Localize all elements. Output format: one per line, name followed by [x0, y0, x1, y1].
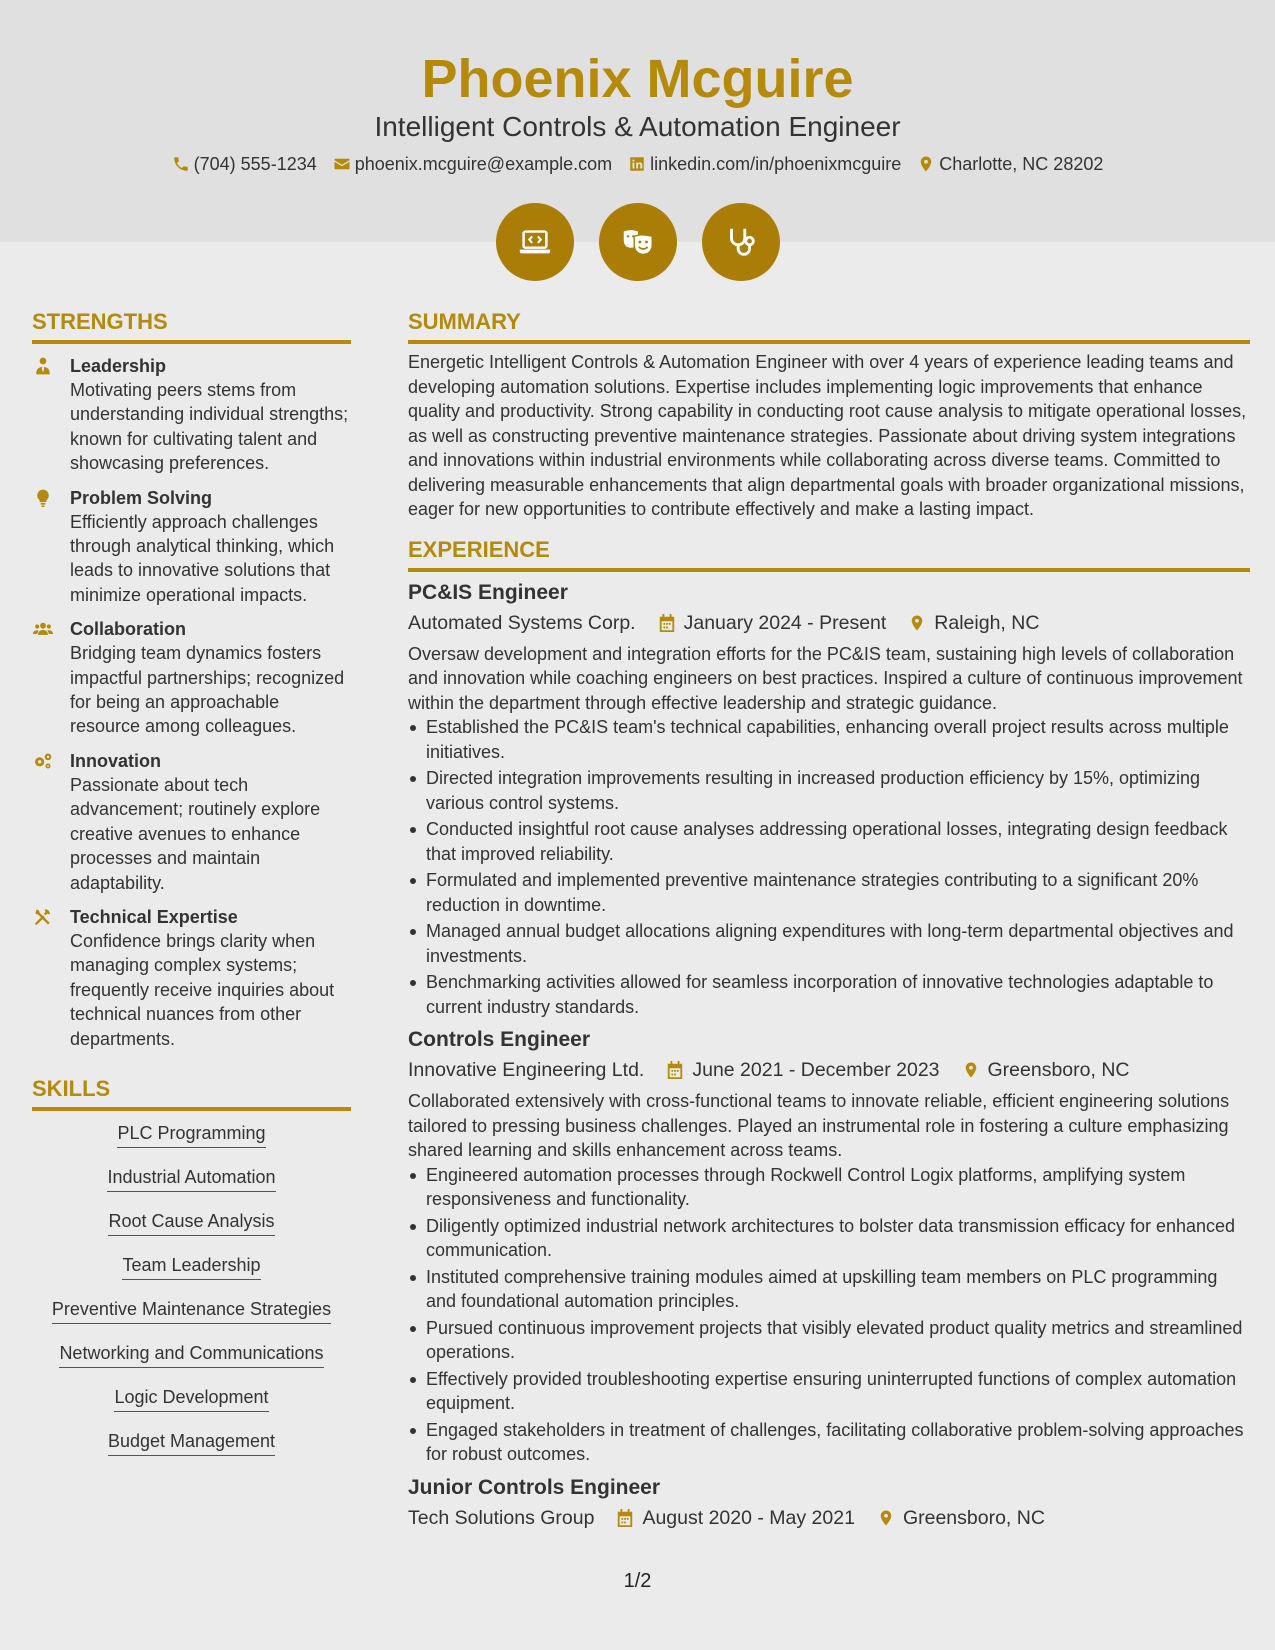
job-title: Controls Engineer: [408, 1028, 591, 1051]
job-bullets: [408, 715, 1250, 1019]
calendar-icon: [658, 613, 676, 633]
job-meta: [408, 1055, 1250, 1085]
contact-phone[interactable]: [172, 152, 317, 176]
calendar-icon: [616, 1508, 634, 1528]
linkedin-text: linkedin.com/in/phoenixmcguire: [650, 154, 902, 174]
cogs-icon: [32, 751, 54, 771]
summary-heading: SUMMARY: [408, 308, 1250, 344]
bullet-item: Pursued continuous improvement projects that visibly elevated product quality metrics and streamlined operations.: [408, 1316, 1250, 1365]
summary-text: Energetic Intelligent Controls & Automation Engineer with over 4 years of experience leading teams and developing automation solutions. Expertise includes implementing logic improvements that enhance quality and productivity. Strong capability in conducting root cause analysis to mitigate operational losses, as well as constructing preventive maintenance strategies. Passionate about driving system integrations and innovations within industrial environments while collaborating across diverse teams. Committed to delivering measurable enhancements that align departmental goals with broader organizational missions, eager for new opportunities to contribute effectively and make a lasting impact.: [408, 352, 1247, 519]
job-location: Greensboro, NC: [987, 1059, 1130, 1081]
candidate-name: Phoenix Mcguire: [421, 49, 854, 109]
bullet-item: Formulated and implemented preventive maintenance strategies contributing to a significant 20% reduction in downtime.: [408, 868, 1250, 917]
strength-title: Leadership: [70, 356, 167, 376]
job-location: Greensboro, NC: [902, 1506, 1045, 1529]
bullet-item: Engaged stakeholders in treatment of challenges, facilitating collaborative problem-solving approaches for robust outcomes.: [408, 1418, 1250, 1467]
experience-heading: EXPERIENCE: [408, 536, 1250, 572]
map-marker-icon: [908, 613, 926, 633]
contact-location: [917, 152, 1103, 176]
strength-item: [32, 749, 351, 895]
bullet-item: Diligently optimized industrial network architectures to bolster data transmission efficacy for enhanced communication.: [408, 1214, 1250, 1263]
job-entry: [408, 578, 1250, 1020]
strength-item: [32, 905, 351, 1051]
job-bullets: [408, 1163, 1250, 1467]
interest-circle-coding: [496, 203, 574, 281]
strength-desc: Efficiently approach challenges through analytical thinking, which leads to innovative solutions that minimize operational impacts.: [70, 511, 335, 605]
page-number: 1/2: [623, 1570, 652, 1592]
job-dates: January 2024 - Present: [683, 611, 887, 634]
strength-title: Technical Expertise: [70, 906, 238, 927]
interest-circle-medicine: [702, 203, 780, 281]
interest-circle-theater: [599, 203, 677, 281]
strength-desc: Confidence brings clarity when managing complex systems; frequently receive inquiries about technical nuances from other departments.: [70, 930, 335, 1049]
bullet-item: Benchmarking activities allowed for seamless incorporation of innovative technologies adaptable to current industry standards.: [408, 970, 1250, 1019]
skill-item: Team Leadership: [122, 1253, 260, 1280]
email-text: phoenix.mcguire@example.com: [354, 154, 613, 174]
job-company: Automated Systems Corp.: [408, 611, 636, 634]
strength-desc: Bridging team dynamics fosters impactful partnerships; recognized for being an approachable resource among colleagues.: [70, 643, 345, 737]
contact-bar: [0, 152, 1275, 176]
location-text: Charlotte, NC 28202: [939, 154, 1104, 174]
skill-item: Networking and Communications: [59, 1341, 323, 1368]
skill-item: Root Cause Analysis: [108, 1209, 274, 1236]
strength-item: [32, 354, 351, 476]
strength-item: [32, 617, 351, 739]
job-dates: June 2021 - December 2023: [692, 1059, 940, 1081]
bullet-item: Directed integration improvements resulting in increased production efficiency by 15%, optimizing various control systems.: [408, 766, 1250, 815]
linkedin-icon: [628, 155, 646, 173]
contact-linkedin[interactable]: [628, 152, 901, 176]
job-company: Tech Solutions Group: [408, 1506, 595, 1529]
bullet-item: Managed annual budget allocations aligning expenditures with long-term departmental objectives and investments.: [408, 919, 1250, 968]
bullet-item: Effectively provided troubleshooting expertise ensuring uninterrupted functions of complex automation equipment.: [408, 1367, 1250, 1416]
interest-icons: [0, 203, 1275, 281]
users-icon: [32, 619, 54, 639]
strength-title: Problem Solving: [70, 487, 213, 508]
bullet-item: Instituted comprehensive training modules aimed at upskilling team members on PLC programming and foundational automation principles.: [408, 1265, 1250, 1314]
skill-item: Preventive Maintenance Strategies: [52, 1297, 331, 1324]
tools-icon: [32, 907, 54, 927]
envelope-icon: [333, 155, 351, 173]
skill-item: Industrial Automation: [107, 1165, 275, 1192]
job-company: Innovative Engineering Ltd.: [408, 1059, 645, 1081]
map-marker-icon: [877, 1508, 895, 1528]
lightbulb-icon: [32, 488, 54, 508]
phone-text: (704) 555-1234: [193, 154, 317, 174]
skills-heading: SKILLS: [32, 1075, 351, 1111]
strength-item: [32, 486, 351, 608]
theater-masks-icon: [619, 223, 657, 261]
laptop-code-icon: [516, 223, 554, 261]
strength-desc: Motivating peers stems from understanding individual strengths; known for cultivating talent and showcasing preferences.: [70, 380, 349, 474]
user-tie-icon: [32, 356, 54, 376]
skill-item: Logic Development: [114, 1385, 268, 1412]
job-title: PC&IS Engineer: [408, 580, 568, 604]
strength-desc: Passionate about tech advancement; routinely explore creative avenues to enhance processes and maintain adaptability.: [70, 774, 321, 893]
left-column: [32, 308, 351, 1473]
job-description: Oversaw development and integration efforts for the PC&IS team, sustaining high levels of collaboration and innovation while coaching engineers on best practices. Inspired a culture of continuous improvement within the department through effective leadership and strategic guidance.: [408, 643, 1243, 713]
skills-list: [32, 1121, 351, 1473]
skill-item: PLC Programming: [117, 1121, 265, 1148]
stethoscope-icon: [722, 223, 760, 261]
strength-title: Collaboration: [70, 619, 186, 640]
job-dates: August 2020 - May 2021: [642, 1506, 855, 1529]
job-entry: [408, 1025, 1250, 1467]
bullet-item: Engineered automation processes through Rockwell Control Logix platforms, amplifying system responsiveness and functionality.: [408, 1163, 1250, 1212]
phone-icon: [172, 155, 190, 173]
job-location: Raleigh, NC: [934, 611, 1040, 634]
bullet-item: Established the PC&IS team's technical capabilities, enhancing overall project results across multiple initiatives.: [408, 715, 1250, 764]
job-entry: [408, 1473, 1250, 1533]
map-marker-icon: [917, 155, 935, 173]
calendar-icon: [666, 1060, 684, 1080]
candidate-title: Intelligent Controls & Automation Engineer: [374, 111, 901, 142]
job-meta: [408, 608, 1250, 638]
map-marker-icon: [962, 1060, 980, 1080]
job-title: Junior Controls Engineer: [408, 1475, 661, 1499]
bullet-item: Conducted insightful root cause analyses addressing operational losses, integrating design feedback that improved reliability.: [408, 817, 1250, 866]
job-meta: [408, 1503, 1250, 1533]
skill-item: Budget Management: [108, 1429, 275, 1456]
strengths-heading: STRENGTHS: [32, 308, 351, 344]
job-description: Collaborated extensively with cross-functional teams to innovate reliable, efficient engineering solutions tailored to pressing business challenges. Played an instrumental role in fostering a culture emphasizing shared learning and skills enhancement across teams.: [408, 1091, 1230, 1160]
contact-email[interactable]: [333, 152, 612, 176]
strength-title: Innovation: [70, 750, 161, 771]
right-column: [408, 308, 1250, 1537]
